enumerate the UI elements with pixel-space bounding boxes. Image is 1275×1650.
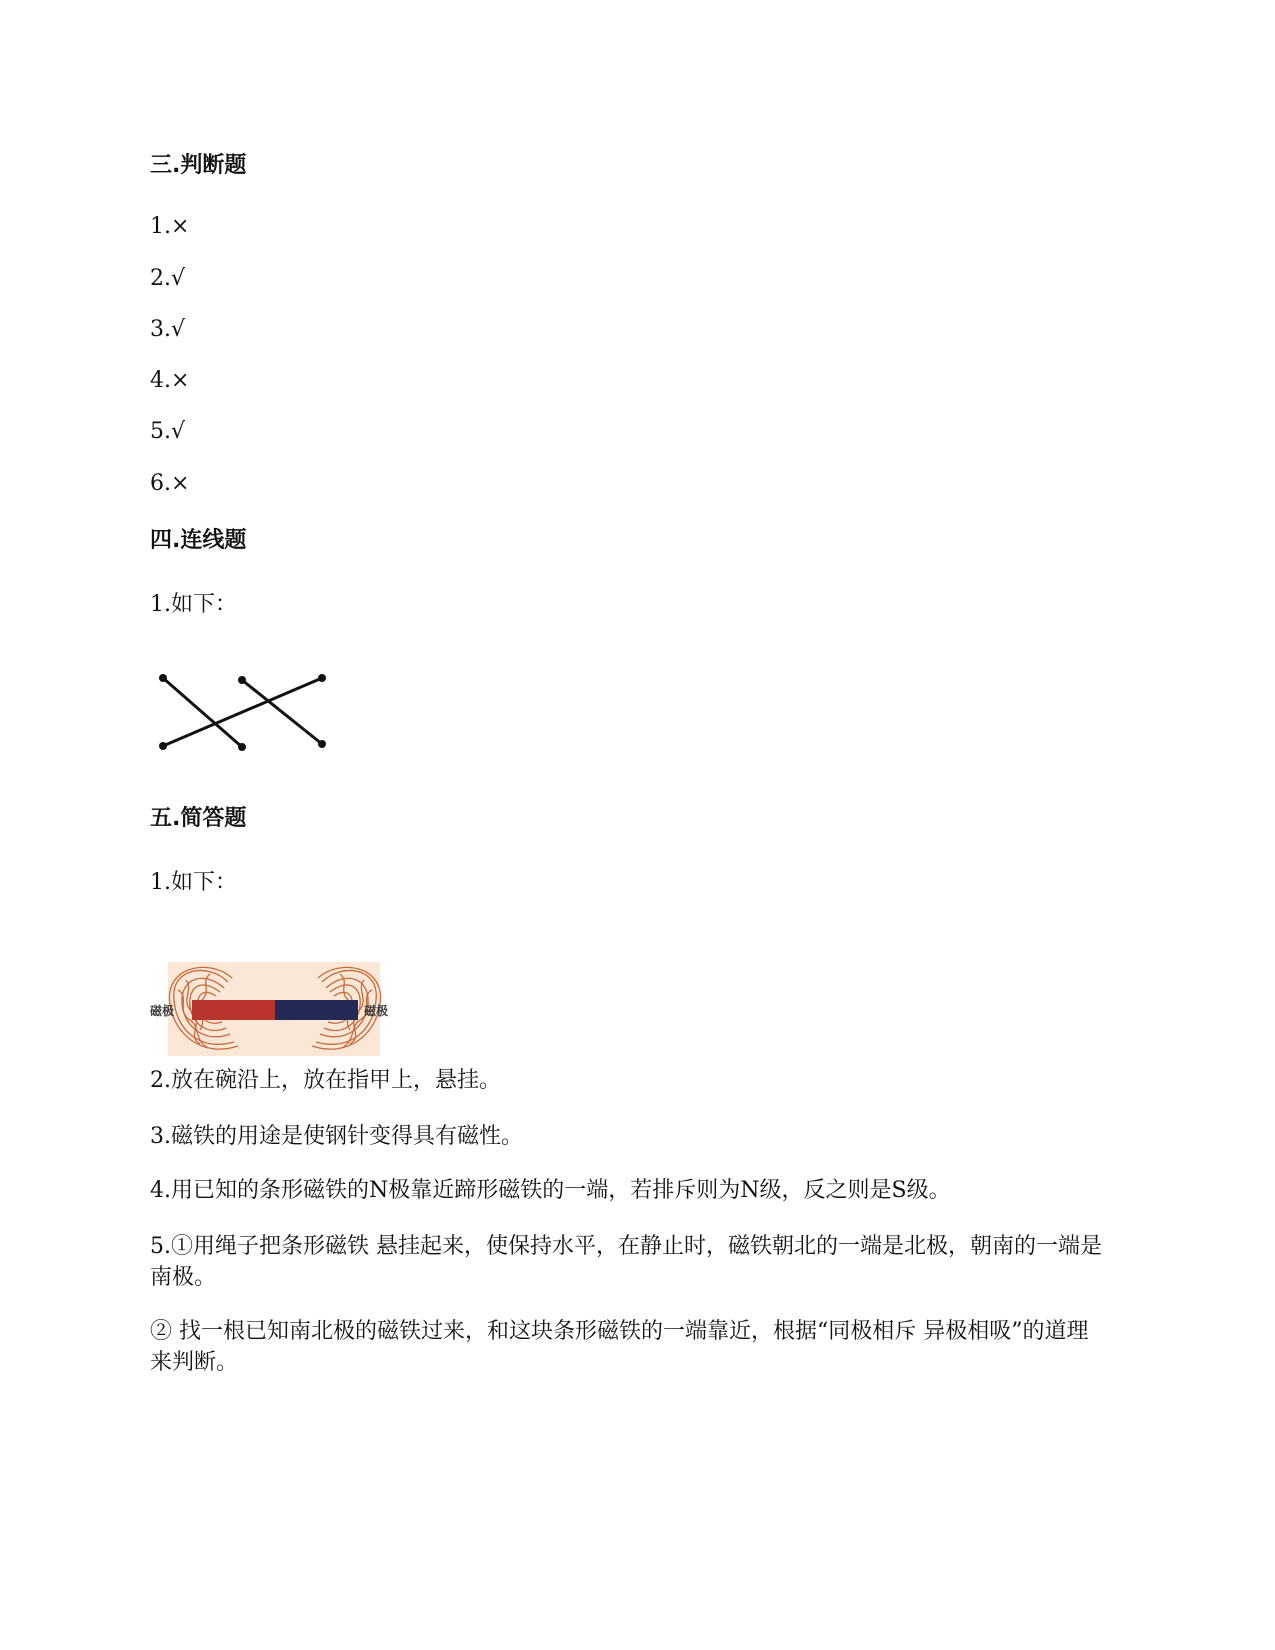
match-dot: [238, 743, 246, 751]
magnet-north-half: [192, 1000, 275, 1020]
matching-question-1: 1.如下：: [150, 592, 237, 617]
match-line-a: [163, 678, 242, 747]
judgment-answer-6: 6.×: [150, 471, 190, 496]
judgment-answer-5: 5.√: [150, 419, 186, 444]
short-answer-question-3: 3.磁铁的用途是使钢针变得具有磁性。: [150, 1124, 523, 1149]
judgment-answer-2: 2.√: [150, 266, 186, 291]
short-answer-question-4: 4.用已知的条形磁铁的N极靠近蹄形磁铁的一端，若排斥则为N级，反之则是S级。: [150, 1178, 951, 1203]
short-answer-question-5-part-1: 5.①用绳子把条形磁铁 悬挂起来，使保持水平，在静止时，磁铁朝北的一端是北极，朝南的一端是南极。: [150, 1234, 1102, 1290]
magnet-south-half: [275, 1000, 358, 1020]
section-matching-title: 四.连线题: [150, 528, 247, 553]
right-pole-label: 磁极: [364, 1004, 389, 1018]
section-judgment-title: 三.判断题: [150, 153, 247, 178]
judgment-answer-3: 3.√: [150, 317, 186, 342]
matching-lines-diagram: [155, 672, 335, 762]
match-dot: [318, 674, 326, 682]
judgment-answer-4: 4.×: [150, 368, 190, 393]
match-dot: [238, 676, 246, 684]
section-short-answer-title: 五.简答题: [150, 806, 247, 831]
match-dot: [159, 742, 167, 750]
short-answer-question-1: 1.如下：: [150, 870, 237, 895]
short-answer-question-5-part-2: ② 找一根已知南北极的磁铁过来，和这块条形磁铁的一端靠近，根据“同极相斥 异极相吸”的道理来判断。: [150, 1319, 1089, 1375]
bar-magnet-iron-filings-figure: [150, 960, 400, 1060]
match-dot: [159, 674, 167, 682]
match-line-b: [242, 680, 322, 744]
judgment-answer-1: 1.×: [150, 214, 190, 239]
short-answer-question-2: 2.放在碗沿上，放在指甲上，悬挂。: [150, 1068, 501, 1093]
left-pole-label: 磁极: [150, 1004, 175, 1018]
match-dot: [318, 740, 326, 748]
match-line-c: [163, 678, 322, 746]
